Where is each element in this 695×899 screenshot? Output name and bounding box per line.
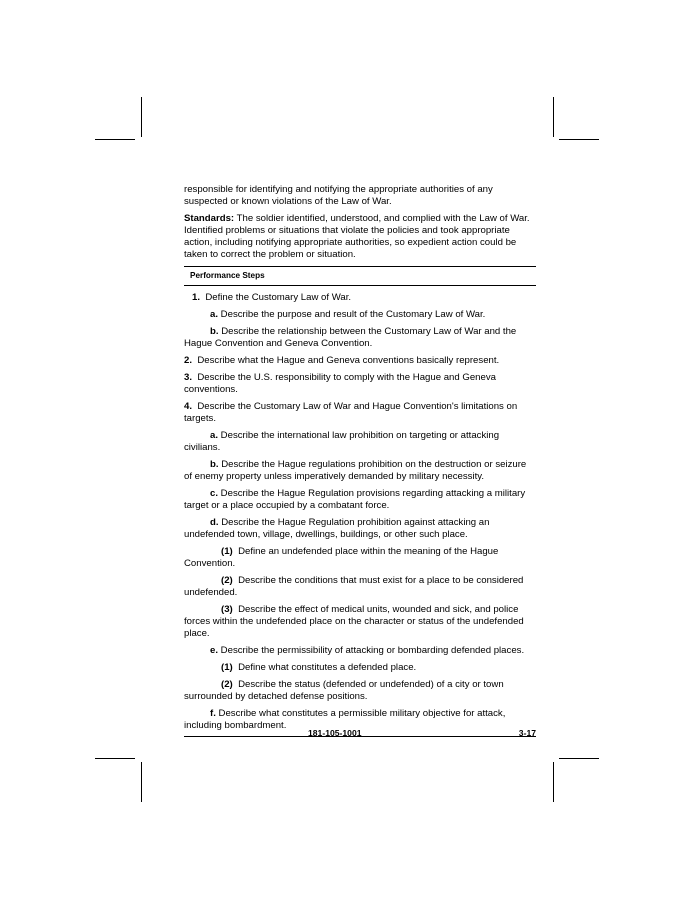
step-text: Describe what constitutes a permissible military objective for attack, including bombardment.: [184, 708, 509, 731]
step-number: (2): [221, 575, 233, 586]
step-text: Describe the status (defended or undefended) of a city or town surrounded by detached defense positions.: [184, 679, 507, 702]
performance-step: [184, 488, 536, 512]
performance-steps-header: Performance Steps: [190, 271, 265, 280]
performance-step: [184, 645, 536, 657]
step-text: Describe what the Hague and Geneva conventions basically represent.: [192, 355, 500, 366]
step-text: Describe the permissibility of attacking or bombarding defended places.: [218, 645, 525, 656]
step-number: (2): [221, 679, 233, 690]
performance-step: [184, 546, 536, 570]
step-text: Describe the purpose and result of the Customary Law of War.: [218, 309, 486, 320]
step-text: Describe the relationship between the Customary Law of War and the Hague Convention and Geneva Convention.: [184, 326, 519, 349]
performance-step: [184, 292, 536, 304]
crop-mark-bottom-left-vertical: [141, 762, 142, 802]
performance-step: [184, 575, 536, 599]
step-number: a.: [210, 430, 219, 441]
performance-step: [184, 679, 536, 703]
step-text: Define what constitutes a defended place.: [232, 662, 417, 673]
crop-mark-top-left-horizontal: [95, 139, 135, 140]
step-number: 4.: [184, 401, 193, 412]
step-number: (3): [221, 604, 233, 615]
step-text: Describe the Hague regulations prohibition on the destruction or seizure of enemy property unless imperatively demanded by military necessity.: [184, 459, 529, 482]
step-number: (1): [221, 662, 233, 673]
performance-step: [184, 459, 536, 483]
step-text: Describe the conditions that must exist for a place to be considered undefended.: [184, 575, 527, 598]
step-text: Describe the Customary Law of War and Hague Convention's limitations on targets.: [184, 401, 520, 424]
step-number: 2.: [184, 355, 193, 366]
crop-mark-top-right-horizontal: [559, 139, 599, 140]
step-number: b.: [210, 326, 219, 337]
step-number: 1.: [192, 292, 201, 303]
step-text: Describe the international law prohibition on targeting or attacking civilians.: [184, 430, 502, 453]
step-text: Define an undefended place within the meaning of the Hague Convention.: [184, 546, 502, 569]
standards-text: The soldier identified, understood, and complied with the Law of War. Identified problems or situations that violate the policies and took appropriate action, including notifying appropriate authorities, so expedient action could be taken to correct the problem or situation.: [184, 213, 530, 260]
page-number: 3-17: [518, 728, 536, 738]
performance-step: [184, 401, 536, 425]
page-content: [184, 184, 536, 737]
step-number: (1): [221, 546, 233, 557]
step-number: d.: [210, 517, 219, 528]
performance-step: [184, 372, 536, 396]
performance-step: [184, 326, 536, 350]
section-rule-header: [184, 285, 536, 286]
performance-step: [184, 355, 536, 367]
step-text: Describe the Hague Regulation provisions regarding attacking a military target or a place occupied by a combatant force.: [184, 488, 528, 511]
step-number: a.: [210, 309, 219, 320]
crop-mark-top-left-vertical: [141, 97, 142, 137]
step-text: Describe the U.S. responsibility to comply with the Hague and Geneva conventions.: [184, 372, 499, 395]
performance-step: [184, 430, 536, 454]
step-number: c.: [210, 488, 219, 499]
step-number: 3.: [184, 372, 193, 383]
task-number: 181-105-1001: [308, 728, 362, 738]
step-number: f.: [210, 708, 216, 719]
crop-mark-bottom-left-horizontal: [95, 758, 135, 759]
step-text: Define the Customary Law of War.: [200, 292, 352, 303]
standards-label: Standards:: [184, 213, 235, 224]
step-text: Describe the Hague Regulation prohibition against attacking an undefended town, village, dwellings, buildings, or other such place.: [184, 517, 493, 540]
crop-mark-top-right-vertical: [553, 97, 554, 137]
intro-continuation: responsible for identifying and notifying the appropriate authorities of any suspected or known violations of the Law of War.: [184, 184, 493, 207]
performance-step: [184, 517, 536, 541]
crop-mark-bottom-right-vertical: [553, 762, 554, 802]
performance-step: [184, 604, 536, 640]
performance-steps-list: [184, 292, 536, 732]
crop-mark-bottom-right-horizontal: [559, 758, 599, 759]
step-number: b.: [210, 459, 219, 470]
performance-step: [184, 309, 536, 321]
step-text: Describe the effect of medical units, wounded and sick, and police forces within the undefended place on the character or status of the undefended place.: [184, 604, 527, 639]
step-number: e.: [210, 645, 219, 656]
standards-paragraph: [184, 213, 536, 261]
performance-step: [184, 662, 536, 674]
